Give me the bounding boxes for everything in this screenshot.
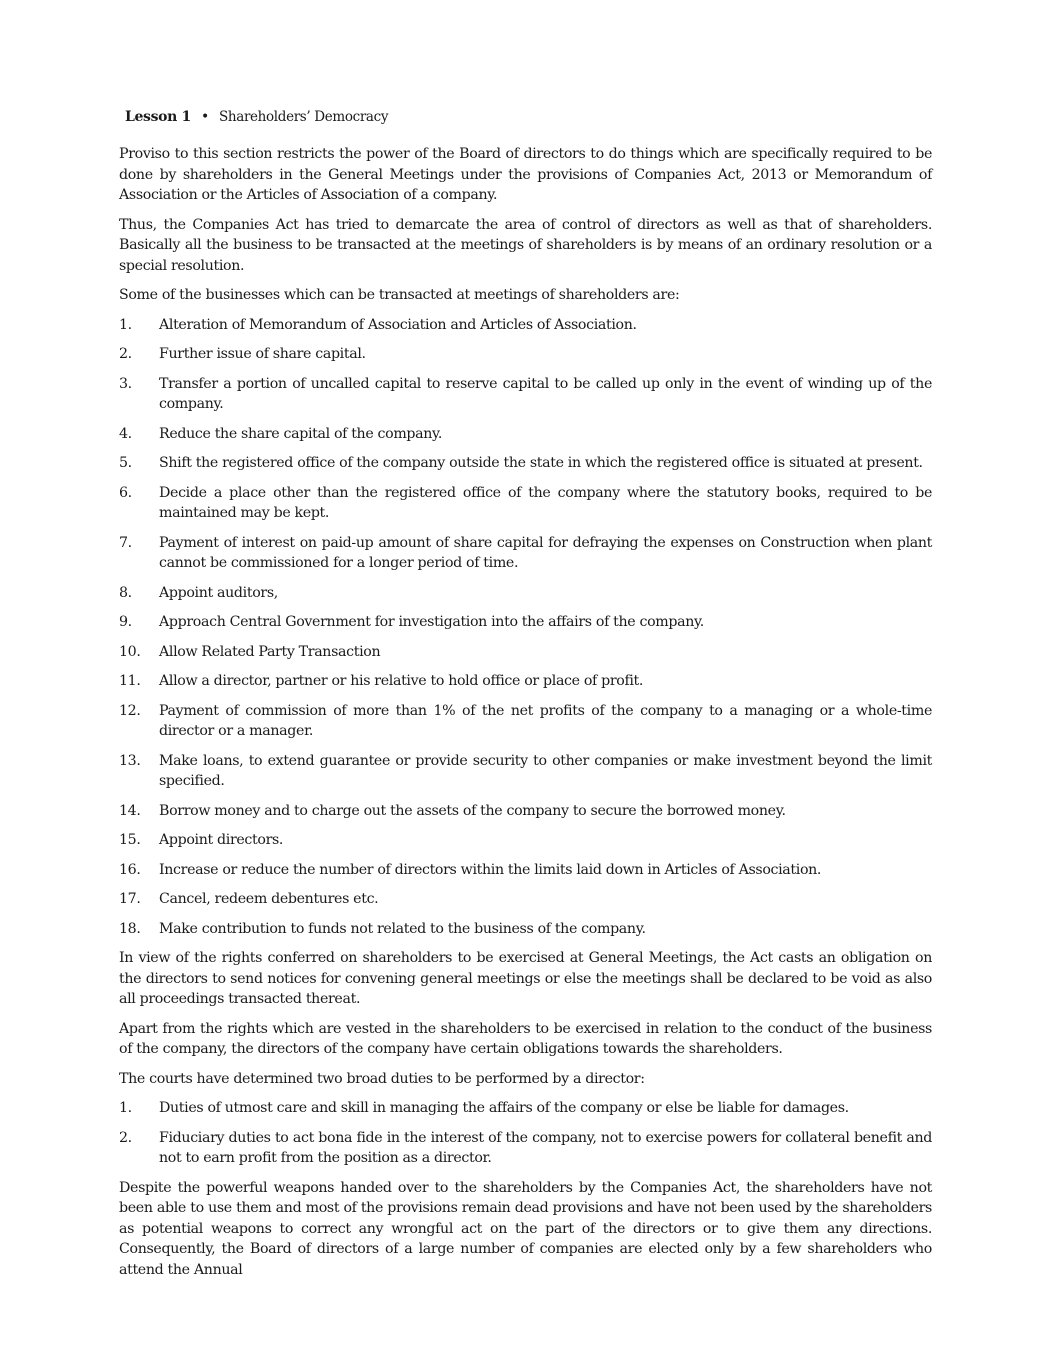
- list-item: [119, 424, 932, 445]
- list-number: 9.: [119, 614, 132, 630]
- paragraph-list-intro: Some of the businesses which can be transacted at meetings of shareholders are:: [119, 287, 680, 303]
- paragraph-notices: In view of the rights conferred on shareholders to be exercised at General Meetings, the Act casts an obligation on the directors to send notices for convening general meetings or else the meetings shall be declared to be void as also all proceedings transacted thereat.: [119, 950, 932, 1007]
- list-item: [119, 830, 932, 851]
- list-number: 5.: [119, 455, 132, 471]
- list-text: Appoint auditors,: [159, 584, 278, 601]
- paragraph-duties-intro: The courts have determined two broad duties to be performed by a director:: [119, 1070, 645, 1087]
- list-item: [119, 801, 932, 822]
- list-text: Increase or reduce the number of directors within the limits laid down in Articles of Association.: [159, 861, 822, 878]
- business-list: [119, 315, 932, 940]
- list-number: 11.: [119, 673, 141, 689]
- list-text: Allow a director, partner or his relative to hold office or place of profit.: [159, 673, 644, 689]
- list-text: Decide a place other than the registered office of the company where the statutory books, required to be maintained may be kept.: [159, 484, 932, 521]
- list-item: [119, 642, 932, 663]
- paragraph-proviso: Proviso to this section restricts the power of the Board of directors to do things which are specifically required to be done by shareholders in the General Meetings under the provisions of Companies Act, 2013 or Memorandum of Association or the Articles of Association of a company.: [119, 146, 932, 203]
- list-text: Duties of utmost care and skill in managing the affairs of the company or else be liable for damages.: [159, 1100, 849, 1116]
- list-text: Payment of interest on paid-up amount of share capital for defraying the expenses on Construction when plant cannot be commissioned for a longer period of time.: [159, 534, 932, 571]
- list-number: 6.: [119, 484, 132, 501]
- list-text: Allow Related Party Transaction: [159, 643, 381, 660]
- list-item: [119, 453, 932, 474]
- lesson-title: Shareholders’ Democracy: [219, 109, 389, 125]
- list-text: Borrow money and to charge out the assets of the company to secure the borrowed money.: [159, 802, 786, 819]
- list-item: [119, 671, 932, 692]
- list-text: Cancel, redeem debentures etc.: [159, 891, 379, 907]
- list-number: 15.: [119, 832, 141, 848]
- list-item: [119, 1128, 932, 1169]
- list-item: [119, 919, 932, 940]
- list-number: 2.: [119, 346, 132, 362]
- list-item: [119, 344, 932, 365]
- list-item: [119, 374, 932, 415]
- list-number: 18.: [119, 920, 141, 937]
- duties-list: [119, 1098, 932, 1169]
- list-item: [119, 533, 932, 574]
- list-number: 3.: [119, 375, 132, 392]
- list-text: Payment of commission of more than 1% of the net profits of the company to a managing or a whole-time director or a manager.: [159, 702, 932, 739]
- list-text: Make contribution to funds not related to the business of the company.: [159, 920, 646, 937]
- list-text: Alteration of Memorandum of Association and Articles of Association.: [159, 316, 637, 333]
- paragraph-despite: Despite the powerful weapons handed over to the shareholders by the Companies Act, the shareholders have not been able to use them and most of the provisions remain dead provisions and have not been used by the shareholders as potential weapons to correct any wrongful act on the part of the directors or to give them any directions. Consequently, the Board of directors of a large number of companies are elected only by a few shareholders who attend the Annual: [119, 1179, 932, 1278]
- list-item: [119, 315, 932, 336]
- list-text: Appoint directors.: [159, 832, 284, 848]
- list-text: Transfer a portion of uncalled capital to reserve capital to be called up only in the event of winding up of the company.: [159, 375, 932, 412]
- list-number: 13.: [119, 752, 141, 769]
- list-item: [119, 1098, 932, 1119]
- list-number: 1.: [119, 316, 132, 333]
- list-item: [119, 860, 932, 881]
- list-number: 1.: [119, 1100, 132, 1116]
- list-item: [119, 612, 932, 633]
- running-header: [125, 107, 932, 127]
- list-number: 12.: [119, 702, 141, 719]
- paragraph-obligations: Apart from the rights which are vested in the shareholders to be exercised in relation to the conduct of the business of the company, the directors of the company have certain obligations towards the shareholders.: [119, 1020, 932, 1057]
- list-number: 14.: [119, 802, 141, 819]
- list-text: Shift the registered office of the company outside the state in which the registered office is situated at present.: [159, 455, 923, 471]
- list-item: [119, 583, 932, 604]
- document-page: [119, 107, 932, 1289]
- list-number: 17.: [119, 891, 141, 907]
- list-item: [119, 483, 932, 524]
- list-text: Reduce the share capital of the company.: [159, 425, 442, 442]
- list-number: 10.: [119, 643, 141, 660]
- list-number: 16.: [119, 861, 141, 878]
- list-number: 2.: [119, 1129, 132, 1146]
- list-item: [119, 751, 932, 792]
- list-text: Make loans, to extend guarantee or provide security to other companies or make investment beyond the limit specified.: [159, 752, 932, 789]
- header-separator: •: [200, 109, 209, 125]
- list-item: [119, 889, 932, 910]
- list-text: Approach Central Government for investigation into the affairs of the company.: [159, 614, 704, 630]
- list-number: 4.: [119, 425, 132, 442]
- list-item: [119, 701, 932, 742]
- lesson-number: Lesson 1: [125, 109, 191, 125]
- list-text: Fiduciary duties to act bona fide in the interest of the company, not to exercise powers for collateral benefit and not to earn profit from the position as a director.: [159, 1129, 932, 1166]
- list-number: 7.: [119, 534, 132, 551]
- list-text: Further issue of share capital.: [159, 346, 366, 362]
- paragraph-demarcate: Thus, the Companies Act has tried to demarcate the area of control of directors as well as that of shareholders. Basically all the business to be transacted at the meetings of shareholders is by means of an ordinary resolution or a special resolution.: [119, 216, 932, 274]
- list-number: 8.: [119, 584, 132, 601]
